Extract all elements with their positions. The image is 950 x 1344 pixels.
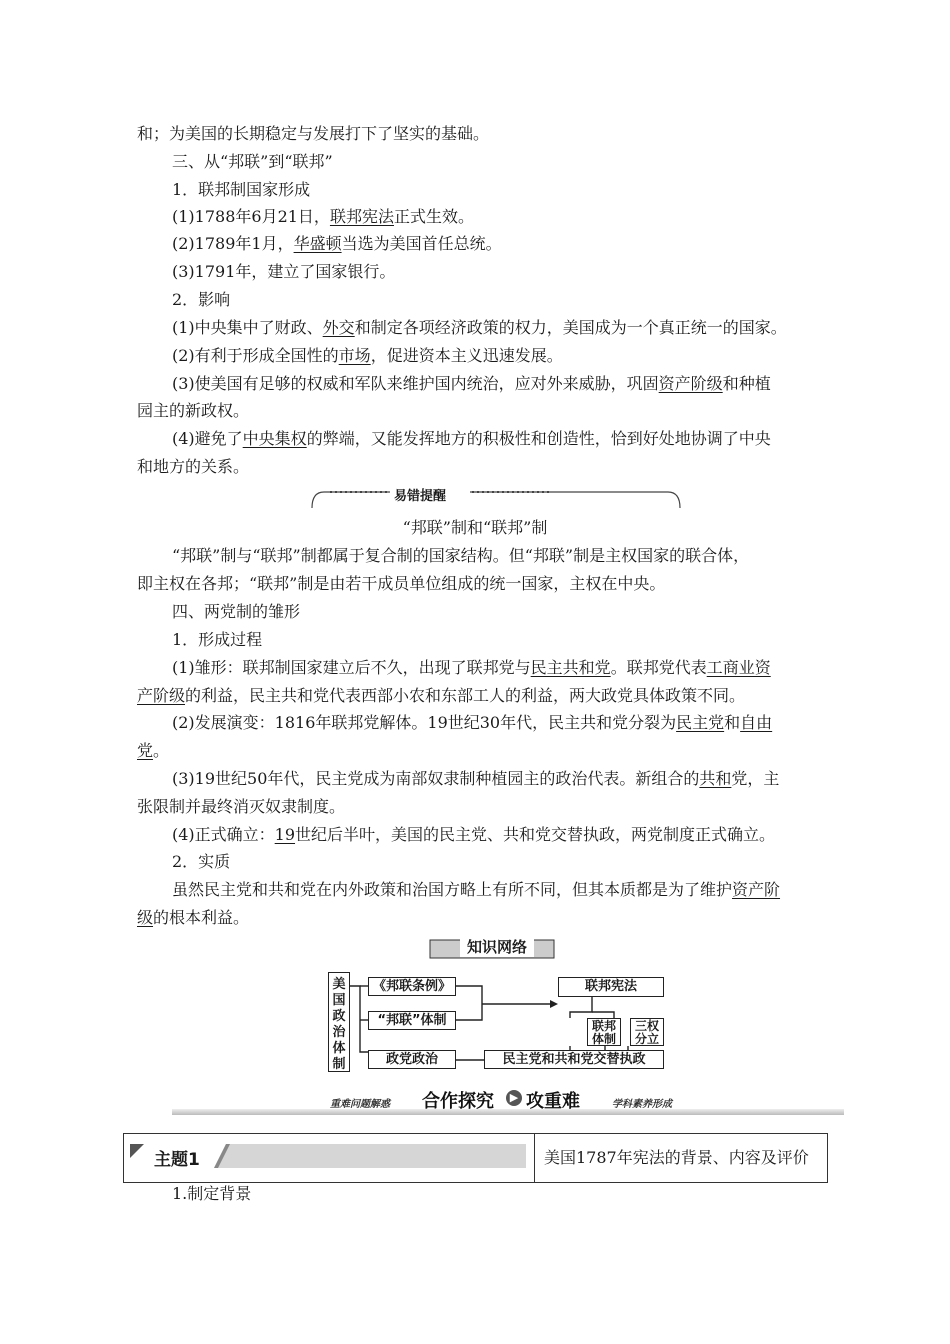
underlined-term: 中央集权 xyxy=(242,429,307,448)
underlined-term: 共和 xyxy=(699,769,732,788)
text-line: “邦联”制与“联邦”制都属于复合制的国家结构。但“邦联”制是主权国家的联合体， xyxy=(172,546,750,565)
text-span: 世纪后半叶，美国的民主党、共和党交替执政，两党制度正式确立。 xyxy=(295,825,776,844)
subsection-heading: 1．联邦制国家形成 xyxy=(172,180,311,199)
text-line xyxy=(172,879,780,901)
text-line xyxy=(172,824,775,846)
tip-label: 易错提醒 xyxy=(390,488,450,506)
tip-bracket xyxy=(310,488,682,510)
underlined-term: 资产阶 xyxy=(732,880,781,899)
underlined-term: 自由 xyxy=(740,713,773,732)
network-title: 知识网络 xyxy=(460,937,534,957)
subsection-heading: 2．影响 xyxy=(172,290,231,309)
text-span: 和 xyxy=(724,713,741,732)
text-line: 园主的新政权。 xyxy=(137,401,250,420)
text-line xyxy=(137,907,249,929)
text-span: 的利益，民主共和党代表西部小农和东部工人的利益，两大政党具体政策不同。 xyxy=(185,686,746,705)
underlined-term: 联邦宪法 xyxy=(329,207,394,226)
text-span: 党，主 xyxy=(731,769,780,788)
text-span: 。联邦党代表 xyxy=(610,658,707,677)
network-node-alternation: 民主党和共和党交替执政 xyxy=(484,1050,664,1069)
text-span: 虽然民主党和共和党在内外政策和治国方略上有所不同，但其本质都是为了维护 xyxy=(172,880,733,899)
banner-title-2: 攻重难 xyxy=(526,1091,580,1112)
tip-title: “邦联”制和“联邦”制 xyxy=(402,518,548,537)
underlined-term: 民主党 xyxy=(676,713,725,732)
section-banner xyxy=(172,1087,844,1119)
subsection-heading: 1．形成过程 xyxy=(172,630,263,649)
topic-title: 美国1787年宪法的背景、内容及评价 xyxy=(544,1148,809,1167)
text-line xyxy=(172,373,771,395)
text-span: (2)发展演变：1816年联邦党解体。19世纪30年代，民主共和党分裂为 xyxy=(172,713,677,732)
banner-bar xyxy=(172,1109,844,1115)
network-node-constitution: 联邦宪法 xyxy=(558,977,664,997)
banner-left-text: 重难问题解惑 xyxy=(330,1099,390,1110)
text-line xyxy=(137,740,169,762)
underlined-term: 华盛顿 xyxy=(293,234,342,253)
text-span: 正式生效。 xyxy=(393,207,474,226)
text-line xyxy=(172,712,772,734)
underlined-term: 外交 xyxy=(322,318,355,337)
text-span: 的弊端，又能发挥地方的积极性和创造性，恰到好处地协调了中央 xyxy=(306,429,771,448)
text-span: 。 xyxy=(153,741,170,760)
subsection-heading: 2．实质 xyxy=(172,852,231,871)
text-span: 和种植 xyxy=(722,374,771,393)
topic-box xyxy=(123,1133,828,1183)
text-line xyxy=(137,685,745,707)
text-line xyxy=(172,206,474,228)
text-span: (4)正式确立： xyxy=(172,825,275,844)
text-line: 和；为美国的长期稳定与发展打下了坚实的基础。 xyxy=(137,124,490,143)
underlined-term: 市场 xyxy=(338,346,371,365)
section-heading: 三、从“邦联”到“联邦” xyxy=(172,152,333,171)
text-span: (2)有利于形成全国性的 xyxy=(172,346,339,365)
underlined-term: 资产阶级 xyxy=(658,374,723,393)
section-heading: 四、两党制的雏形 xyxy=(172,602,301,621)
text-span: (2)1789年1月， xyxy=(172,234,294,253)
banner-right-text: 学科素养形成 xyxy=(612,1099,672,1110)
underlined-term: 级 xyxy=(137,908,154,927)
underlined-term: 民主共和党 xyxy=(530,658,611,677)
text-line xyxy=(172,233,502,255)
text-line: 张限制并最终消灭奴隶制度。 xyxy=(137,797,346,816)
text-span: ，促进资本主义迅速发展。 xyxy=(370,346,563,365)
topic-label: 主题1 xyxy=(154,1150,200,1170)
network-root: 美国政治体制 xyxy=(328,972,350,1072)
underlined-term: 19 xyxy=(274,825,296,844)
banner-title-1: 合作探究 xyxy=(422,1091,494,1112)
underlined-term: 党 xyxy=(137,741,154,760)
text-span: (4)避免了 xyxy=(172,429,243,448)
banner-arrow-icon: ▶ xyxy=(506,1090,522,1106)
text-line xyxy=(172,345,563,367)
network-node-confederation: “邦联”体制 xyxy=(368,1011,456,1030)
text-span: (1)1788年6月21日， xyxy=(172,207,330,226)
text-line: 即主权在各邦；“联邦”制是由若干成员单位组成的统一国家，主权在中央。 xyxy=(137,574,666,593)
topic-divider xyxy=(534,1134,535,1182)
text-span: 和制定各项经济政策的权力，美国成为一个真正统一的国家。 xyxy=(354,318,787,337)
text-line xyxy=(172,657,771,679)
underlined-term: 产阶级 xyxy=(137,686,186,705)
network-node-parties: 政党政治 xyxy=(368,1050,456,1069)
underlined-term: 工商业资 xyxy=(706,658,771,677)
text-span: (3)19世纪50年代，民主党成为南部奴隶制种植园主的政治代表。新组合的 xyxy=(172,769,700,788)
text-span: (1)雏形：联邦制国家建立后不久，出现了联邦党与 xyxy=(172,658,531,677)
network-node-articles: 《邦联条例》 xyxy=(368,977,456,996)
text-span: 当选为美国首任总统。 xyxy=(341,234,502,253)
subsection-heading: 1.制定背景 xyxy=(172,1184,252,1203)
network-node-separation: 三权分立 xyxy=(630,1018,664,1046)
text-span: (3)使美国有足够的权威和军队来维护国内统治，应对外来威胁，巩固 xyxy=(172,374,659,393)
network-node-federal: 联邦体制 xyxy=(587,1018,621,1046)
text-line xyxy=(172,768,779,790)
text-line: (3)1791年，建立了国家银行。 xyxy=(172,262,396,281)
text-span: 的根本利益。 xyxy=(153,908,250,927)
text-line xyxy=(172,317,787,339)
text-span: (1)中央集中了财政、 xyxy=(172,318,323,337)
text-line xyxy=(172,428,771,450)
text-line: 和地方的关系。 xyxy=(137,457,250,476)
